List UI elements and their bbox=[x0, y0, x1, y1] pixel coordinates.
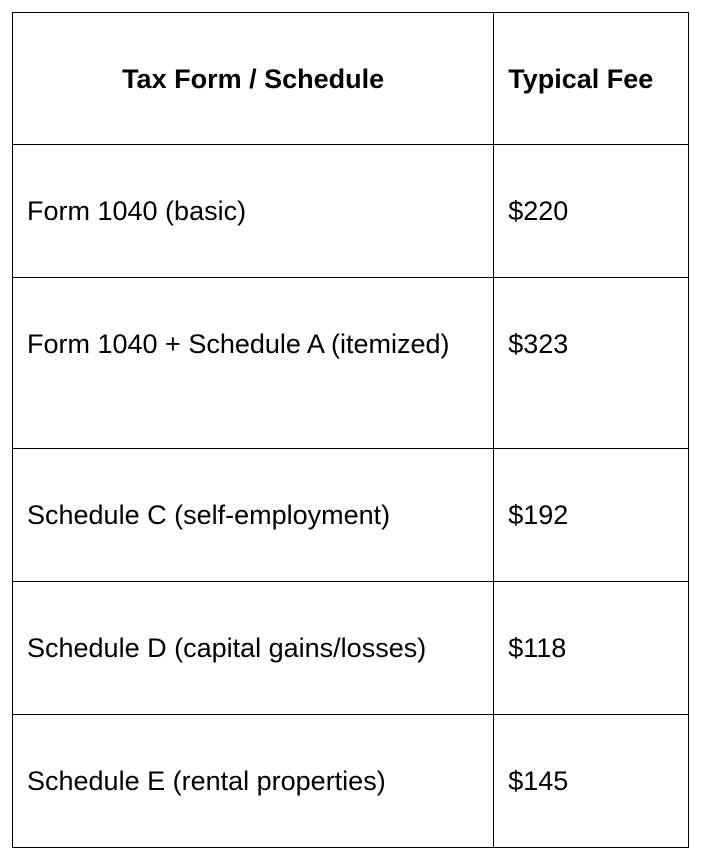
table-row bbox=[13, 449, 689, 582]
cell-form: Form 1040 (basic) bbox=[13, 145, 494, 278]
header-row bbox=[13, 13, 689, 145]
cell-fee: $220 bbox=[494, 145, 689, 278]
cell-form: Schedule D (capital gains/losses) bbox=[13, 582, 494, 715]
table-row bbox=[13, 145, 689, 278]
cell-fee: $145 bbox=[494, 715, 689, 848]
table-row bbox=[13, 278, 689, 449]
header-tax-form: Tax Form / Schedule bbox=[13, 13, 494, 145]
fee-table bbox=[12, 12, 689, 848]
cell-fee: $118 bbox=[494, 582, 689, 715]
header-typical-fee: Typical Fee bbox=[494, 13, 689, 145]
table-row bbox=[13, 715, 689, 848]
cell-form: Schedule C (self-employment) bbox=[13, 449, 494, 582]
cell-fee: $323 bbox=[494, 278, 689, 449]
table-row bbox=[13, 582, 689, 715]
cell-form: Schedule E (rental properties) bbox=[13, 715, 494, 848]
cell-form: Form 1040 + Schedule A (itemized) bbox=[13, 278, 494, 449]
cell-fee: $192 bbox=[494, 449, 689, 582]
